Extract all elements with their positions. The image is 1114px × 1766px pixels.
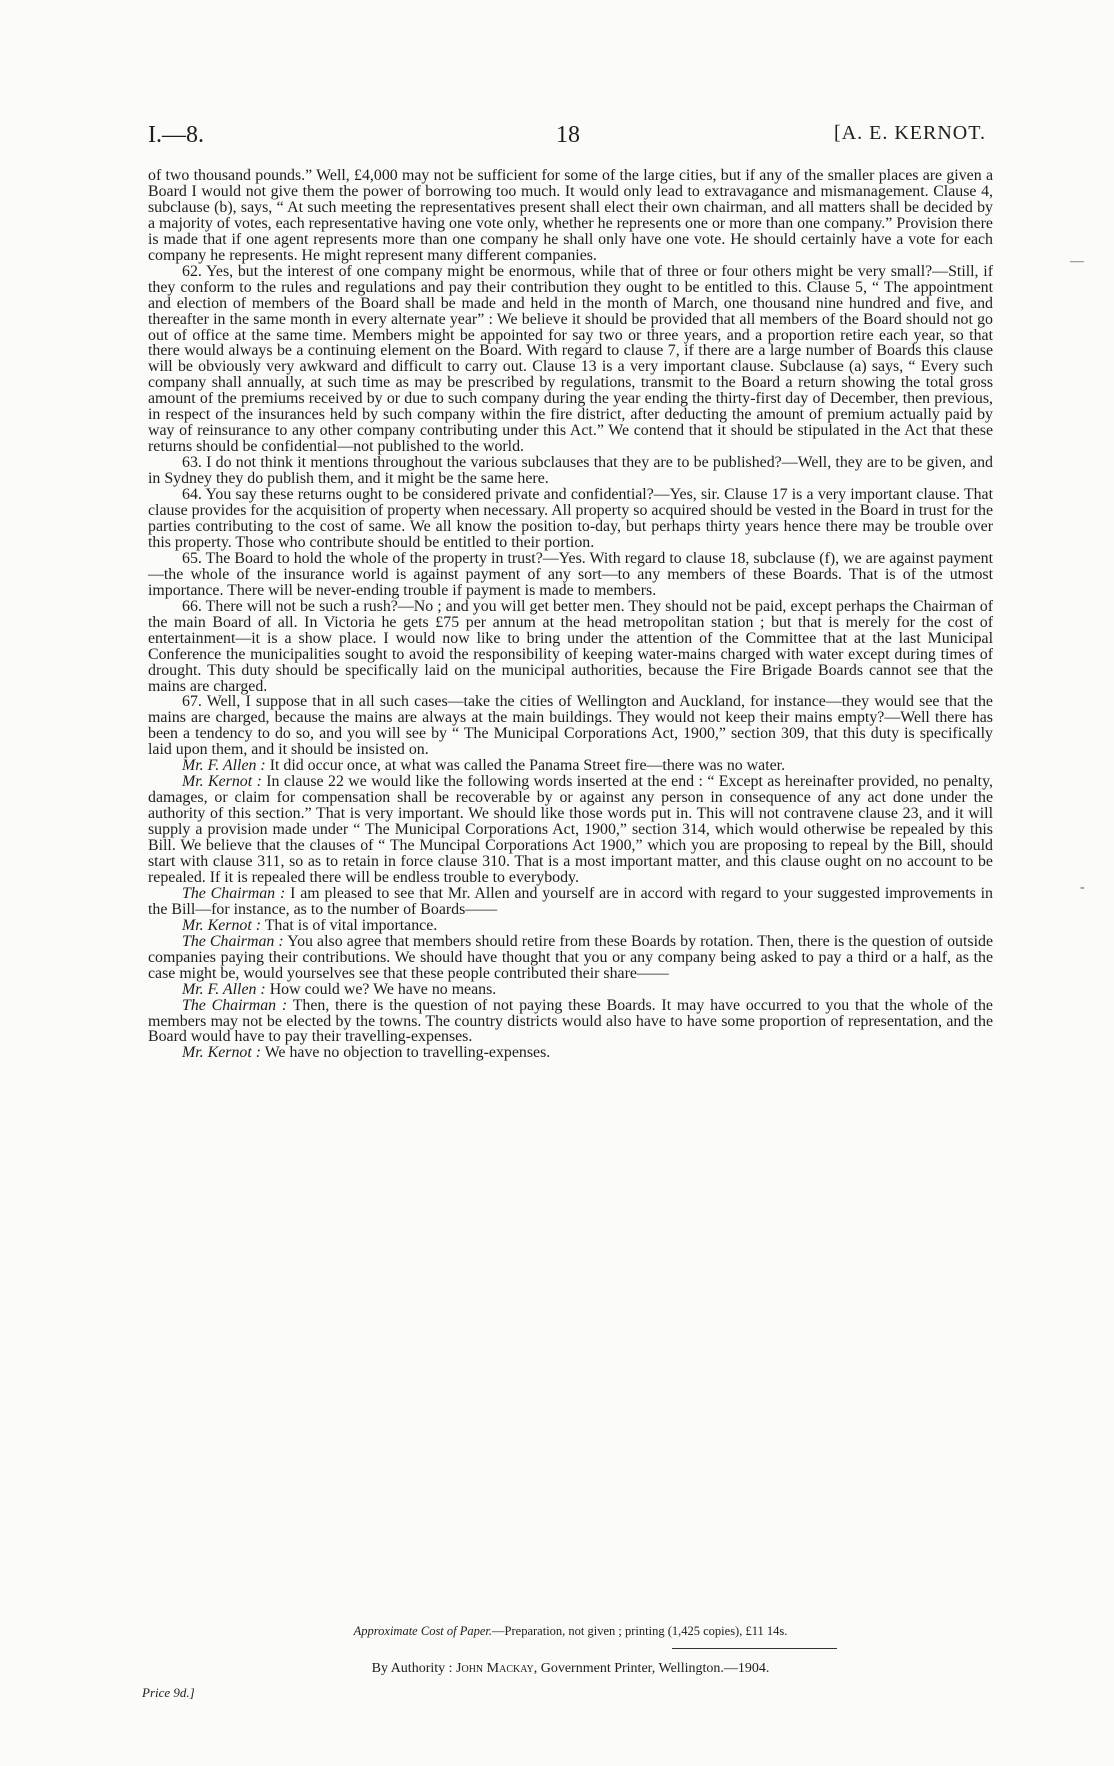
paragraph: 62. Yes, but the interest of one company might be enormous, while that of three or four others might be very small?—Still, if they conform to the rules and regulations and pay their contribution they ought to be entitled to this. Clause 5, “ The appointment and election of members of the Board shall be made and held in the month of March, one thousand nine hundred and five, and thereafter in the same month in every alternate year” : We believe it should be provided that all members of the Board should not go out of office at the same time. Members might be appointed for say two or three years, and a proportion retire each year, so that there would always be a continuing element on the Board. With regard to clause 7, if there are a large number of Boards this clause will be obviously very awkward and difficult to carry out. Clause 13 is a very important clause. Subclause (a) says, “ Every such company shall annually, at such time as may be prescribed by regulations, transmit to the Board a return showing the total gross amount of the premiums received by or due to such company during the year ending the thirty-first day of December, then previous, in respect of the insurances held by such company within the fire district, after deducting the amount of premium actually paid by way of reinsurance to any other company contributing under this Act.” We contend that it should be stipulated in the Act that these returns should be confidential—not published to the world. xyxy=(148,262,993,456)
dialogue-text: You also agree that members should retire from these Boards by rotation. Then, there is the question of outside companies paying their contributions. We should have thought that you or any company being asked to pay a third or a half, as the case might be, would yourselves see that these people contributed their share—— xyxy=(148,932,994,982)
paragraph: 63. I do not think it mentions throughout the various subclauses that they are to be published?—Well, they are to be given, and in Sydney they do publish them, and it might be the same here. xyxy=(148,454,993,488)
price: Price 9d.] xyxy=(142,1685,195,1700)
body-text xyxy=(148,168,993,1061)
speaker: Mr. Kernot : xyxy=(182,773,262,791)
authority-suffix: Government Printer, Wellington.—1904. xyxy=(540,1661,770,1676)
speaker: Mr. F. Allen : xyxy=(182,980,266,998)
dialogue-text: In clause 22 we would like the following words inserted at the end : “ Except as hereinafter provided, no penalty, damages, or claim for compensation shall be recoverable by or against any person in consequence of any act done under the authority of this section.” That is very important. We should like those words put in. This will not contravene clause 23, and it will supply a provision made under “ The Municipal Corporations Act, 1900,” section 314, which would otherwise be repealed by this Bill. We believe that the clauses of “ The Muncipal Corporations Act 1900,” which you are proposing to repeal by the Bill, should start with clause 311, so as to retain in force clause 310. That is a most important matter, and this clause ought on no account to be repealed. If it is repealed there will be endless trouble to everybody. xyxy=(148,773,993,886)
cost-label: Approximate Cost of Paper. xyxy=(353,1624,493,1638)
page-header xyxy=(148,122,986,152)
dialogue-line xyxy=(148,1045,993,1061)
dialogue-text: Then, there is the question of not paying these Boards. It may have occurred to you that the whole of the members may not be elected by the towns. The country districts would also have to have some proportion of representation, and the Board would have to pay their travelling-expenses. xyxy=(148,996,993,1046)
speaker: The Chairman : xyxy=(182,996,288,1014)
dialogue-text: It did occur once, at what was called the Panama Street fire—there was no water. xyxy=(269,757,786,775)
witness-name: [A. E. KERNOT. xyxy=(834,122,986,144)
dialogue-line xyxy=(148,918,993,934)
margin-mark: - xyxy=(1080,880,1085,895)
speaker: Mr. Kernot : xyxy=(182,1044,262,1062)
speaker: Mr. F. Allen : xyxy=(182,757,266,775)
dialogue-line xyxy=(148,758,993,774)
footer-divider xyxy=(672,1648,837,1649)
printer-imprint xyxy=(148,1661,993,1677)
dialogue-line xyxy=(148,982,993,998)
dialogue-line xyxy=(148,934,993,982)
dialogue-text: We have no objection to travelling-expenses. xyxy=(264,1044,551,1062)
speaker: The Chairman : xyxy=(182,884,286,902)
margin-mark: — xyxy=(1070,254,1084,269)
dialogue-text: I am pleased to see that Mr. Allen and yourself are in accord with regard to your suggested improvements in the Bill—for instance, as to the number of Boards—— xyxy=(148,884,994,918)
page-number: 18 xyxy=(556,122,580,148)
dialogue-text: How could we? We have no means. xyxy=(269,980,497,998)
speaker: Mr. Kernot : xyxy=(182,916,262,934)
paragraph: 64. You say these returns ought to be considered private and confidential?—Yes, sir. Clause 17 is a very important clause. That clause provides for the acquisition of property when necessary. All property so acquired should be vested in the Board in trust for the parties contributing to the cost of same. We all know the position to-day, but perhaps thirty years hence there may be trouble over this property. Those who contribute should be entitled to their portion. xyxy=(148,486,993,551)
paragraph: 66. There will not be such a rush?—No ; and you will get better men. They should not be paid, except perhaps the Chairman of the main Board of all. In Victoria he gets £75 per annum at the head metropolitan station ; but that is merely for the cost of entertainment—it is a show place. I would now like to bring under the attention of the Committee that at the last Municipal Conference the municipalities sought to avoid the responsibility of keeping water-mains charged with water except during times of drought. This duty should be specifically laid on the municipal authorities, because the Fire Brigade Boards cannot see that the mains are charged. xyxy=(148,597,993,695)
dialogue-line xyxy=(148,886,993,918)
dialogue-line xyxy=(148,998,993,1046)
speaker: The Chairman : xyxy=(182,932,284,950)
paragraph: 65. The Board to hold the whole of the property in trust?—Yes. With regard to clause 18, subclause (f), we are against payment—the whole of the insurance world is against payment of any sort—to any members of these Boards. That is of the utmost importance. There will be never-ending trouble if payment is made to members. xyxy=(148,549,993,599)
cost-of-paper-note xyxy=(148,1624,993,1639)
dialogue-line xyxy=(148,774,993,886)
authority-prefix: By Authority : xyxy=(371,1661,453,1676)
paragraph: of two thousand pounds.” Well, £4,000 may not be sufficient for some of the large cities, but if any of the smaller places are given a Board I would not give them the power of borrowing too much. It would only lead to extravagance and mismanagement. Clause 4, subclause (b), says, “ At such meeting the representatives present shall elect their own chairman, and all matters shall be decided by a majority of votes, each representative having one vote only, whether he represents one or more than one company.” Provision there is made that if one agent represents more than one company he shall only have one vote. He should certainly have a vote for each company he represents. He might represent many different companies. xyxy=(148,167,993,264)
printer-name: John Mackay, xyxy=(456,1661,538,1676)
dialogue-text: That is of vital importance. xyxy=(264,916,438,934)
paragraph: 67. Well, I suppose that in all such cases—take the cities of Wellington and Auckland, for instance—they would see that the mains are charged, because the mains are always at the main buildings. They would not keep their mains empty?—Well there has been a tendency to do so, and you will see by “ The Municipal Corporations Act, 1900,” section 309, that this duty is specifically laid upon them, and it should be insisted on. xyxy=(148,693,993,759)
cost-text: —Preparation, not given ; printing (1,425 copies), £11 14s. xyxy=(492,1624,788,1638)
paper-reference: I.—8. xyxy=(148,122,204,148)
